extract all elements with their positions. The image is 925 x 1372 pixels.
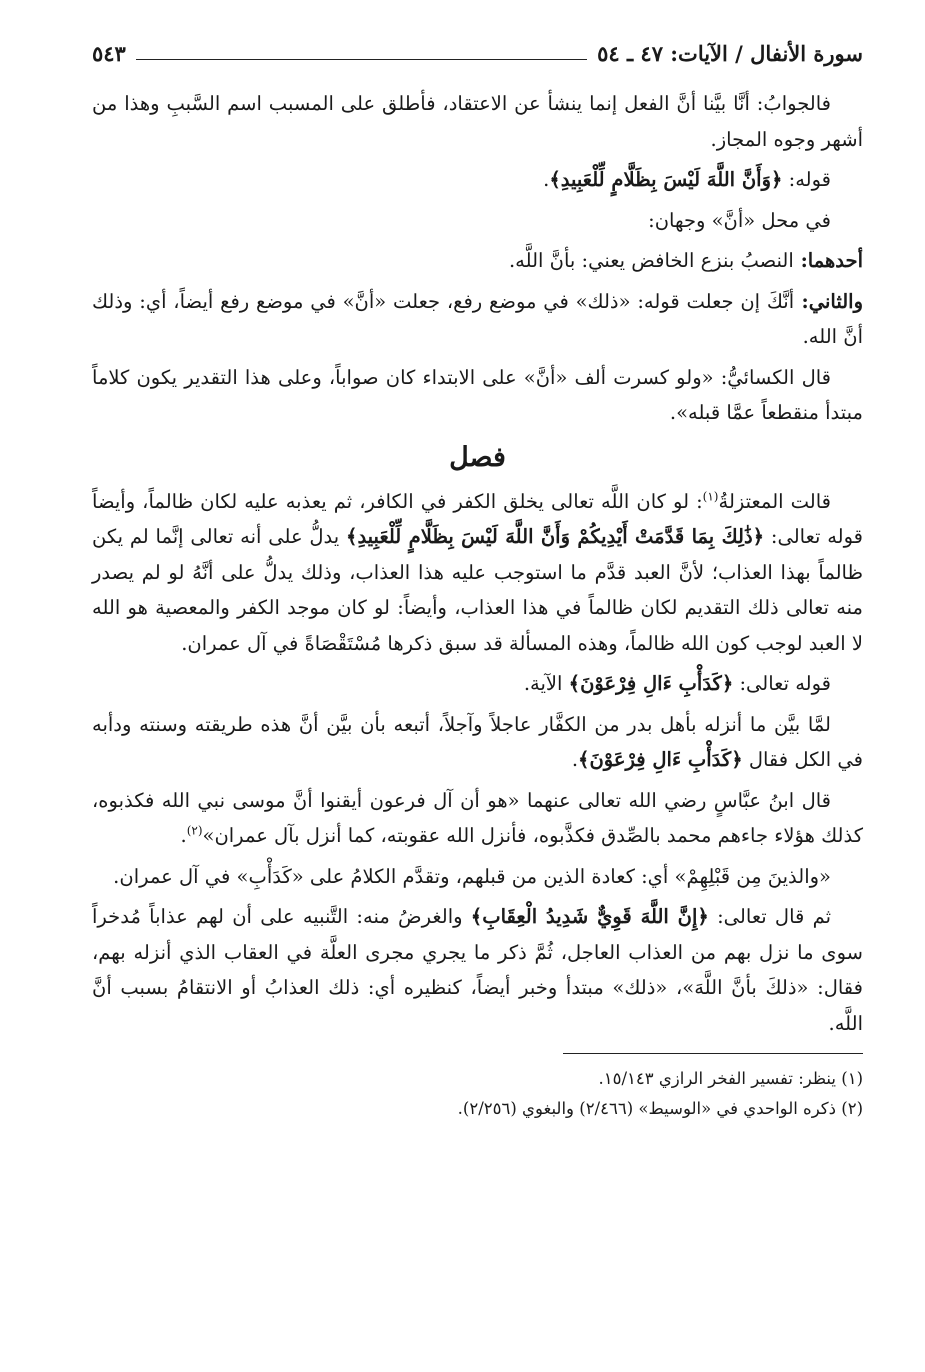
paragraph-answer: فالجوابُ: أنَّا بيَّنا أنَّ الفعل إنما ينشأ عن الاعتقاد، فأطلق على المسبب اسم السَّببِ وهذا من أشهر وجوه المجاز. — [92, 92, 863, 151]
paragraph-mutazila — [92, 484, 863, 662]
paragraph-two-views: في محل «أنَّ» وجهان: — [648, 208, 831, 232]
quran-verse: ﴿كَدَأْبِ ءَالِ فِرْعَوْنَ﴾ — [568, 672, 734, 695]
footnote-1: (١) ينظر: تفسير الفخر الرازي ١٥/١٤٣. — [598, 1069, 863, 1088]
text: لمَّا بيَّن ما أنزله بأهل بدر من الكفَّار عاجلاً وآجلاً، أتبعه بأن بيَّن أنَّ هذه طريقته وسنته ودأبه في الكل فقال — [92, 712, 863, 771]
paragraph-strong-punishment — [92, 899, 863, 1041]
quran-verse: ﴿إِنَّ اللَّهَ قَوِيٌّ شَدِيدُ الْعِقَابِ﴾ — [470, 905, 709, 928]
text: قوله: — [782, 168, 831, 191]
footnote-ref-2: (٢) — [186, 823, 203, 838]
page-number: ٥٤٣ — [92, 41, 126, 66]
text: النصبُ بنزع الخافض يعني: بأنَّ اللَّه. — [508, 249, 794, 272]
text: قوله تعالى: — [733, 672, 831, 695]
label-second: والثاني: — [794, 289, 863, 313]
text: : لو كان اللَّه تعالى يخلق الكفر في الكافر، ثم يعذبه عليه لكان ظالماً، وأيضاً قوله تعالى: — [92, 489, 863, 548]
paragraph-badr — [92, 707, 863, 778]
quran-verse: ﴿كَدَأْبِ ءَالِ فِرْعَوْنَ﴾ — [578, 748, 743, 771]
paragraph-ibn-abbas — [92, 783, 863, 854]
quran-verse: ﴿وَأَنَّ اللَّهَ لَيْسَ بِظَلَّامٍ لِّلْعَبِيدِ﴾ — [549, 168, 783, 191]
text: والغرضُ منه: التَّنبيه على أن لهم عذاباً مُدخراً سوى ما نزل بهم من العذاب العاجل، ثُمَّ ذكر ما يجري مجرى العلَّة في العقاب الذي أنزله بهم، فقال: «ذلكَ بأنَّ اللَّهَ»، «ذلك» مبتدأ وخبر أيضاً، كنظيره أي: ذلك العذابُ أو الانتقامُ بسبب أنَّ اللَّه. — [92, 905, 863, 1035]
label-first: أحدهما: — [793, 249, 863, 272]
text: قالت المعتزلةُ — [718, 489, 831, 513]
surah-title: سورة الأنفال / الآيات: ٤٧ ـ ٥٤ — [597, 41, 863, 66]
footnotes — [92, 1064, 863, 1124]
running-header — [92, 30, 863, 66]
text: . — [571, 748, 579, 771]
paragraph-before-them: «والذينَ مِن قَبْلِهِمْ» أي: كعادة الذين من قبلهم، وتقدَّم الكلامُ على «كَدَأْبِ» في آل عمران. — [113, 864, 831, 888]
footnote-2: (٢) ذكره الواحدي في «الوسيط» (٢/٤٦٦) والبغوي (٢/٢٥٦). — [457, 1099, 863, 1118]
text: ثم قال تعالى: — [708, 905, 831, 928]
footnote-divider — [563, 1053, 863, 1054]
text: قال ابنُ عبَّاسٍ رضي الله تعالى عنهما «هو أن آل فرعون أيقنوا أنَّ موسى نبي الله فكذبوه، كذلك هؤلاء جاءهم محمد بالصِّدق فكذَّبوه، فأنزل الله عقوبته، كما أنزل بآل عمران» — [92, 788, 863, 847]
paragraph-first-view — [92, 243, 863, 279]
paragraph-kisai: قال الكسائيُّ: «ولو كسرت ألف «أنَّ» على الابتداء كان صواباً، وعلى هذا التقدير يكون كلاماً مبتدأ منقطعاً عمَّا قبله». — [92, 365, 863, 424]
paragraph-verse-quote — [92, 162, 863, 198]
footnote-ref-1: (١) — [702, 489, 719, 503]
header-rule — [136, 59, 587, 60]
text: يدلُّ على أنه تعالى إنَّما لم يكن ظالماً بهذا العذاب؛ لأنَّ العبد قدَّم ما استوجب عليه هذا العذاب، وذلك يدلُّ على أنَّهُ لو لم يصدر منه تعالى ذلك التقديم لكان ظالماً في هذا العذاب، وأيضاً: لو كان موجد الكفر والمعصية هو الله لا العبد لوجب كون الله ظالماً، وهذه المسألة قد سبق ذكرها مُسْتَقْصَاةً في آل عمران. — [92, 525, 863, 655]
quran-verse: ﴿ذَٰلِكَ بِمَا قَدَّمَتْ أَيْدِيكُمْ وَأَنَّ اللَّهَ لَيْسَ بِظَلَّامٍ لِّلْعَبِيدِ﴾ — [346, 525, 765, 548]
text: . — [543, 168, 550, 191]
section-title: فصل — [449, 441, 506, 473]
text: أنَّكَ إن جعلت قوله: «ذلك» في موضع رفع، جعلت «أنَّ» في موضع رفع أيضاً، أي: وذلك أنَّ الله. — [92, 289, 863, 348]
text: الآية. — [523, 672, 569, 695]
text: . — [180, 824, 187, 847]
main-text — [92, 86, 863, 1041]
paragraph-verse-kadab — [92, 666, 863, 702]
paragraph-second-view — [92, 284, 863, 355]
